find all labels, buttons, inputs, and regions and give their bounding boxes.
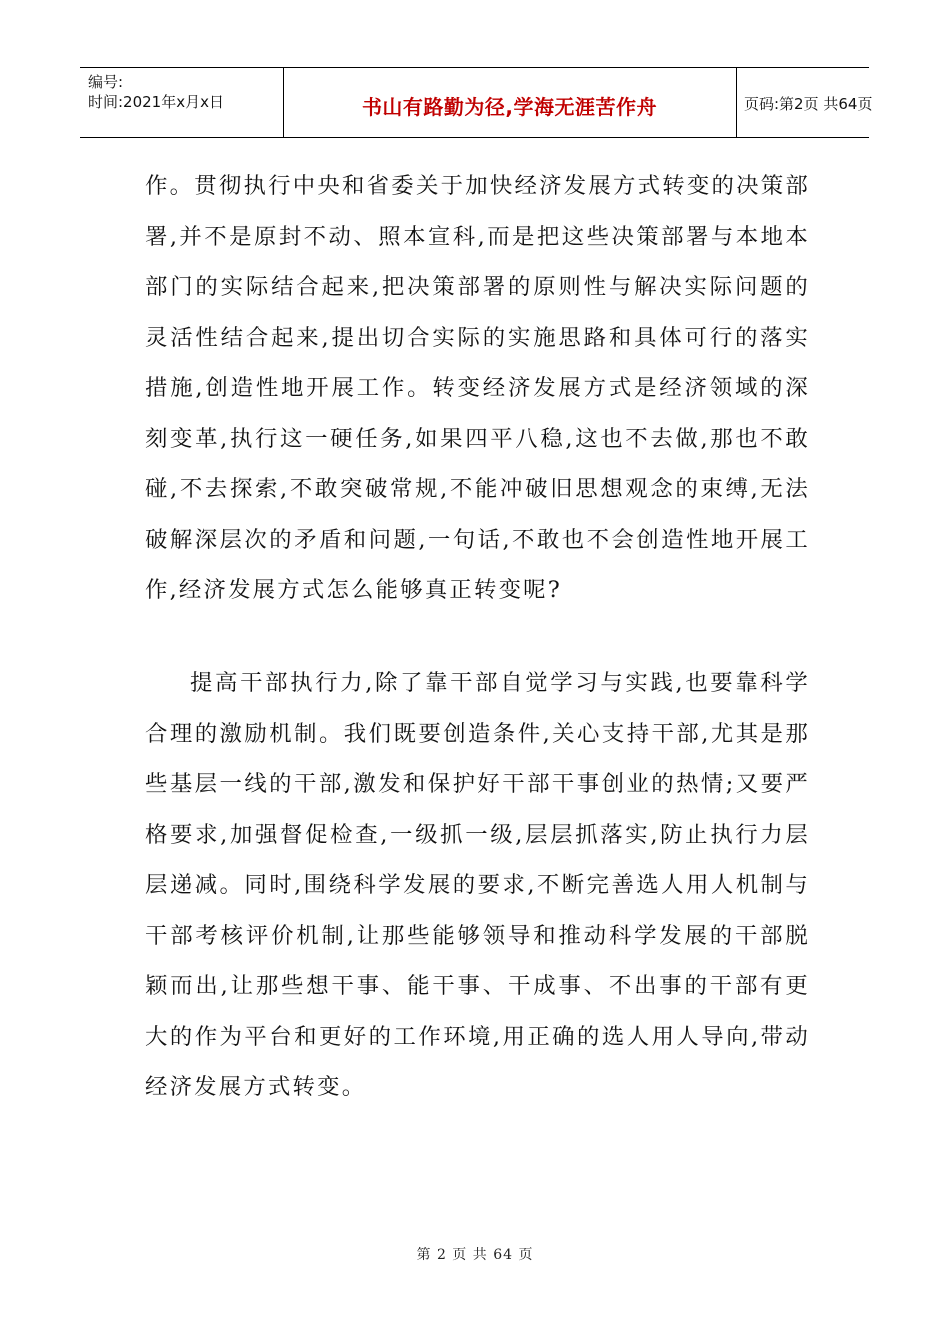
page-footer: 第 2 页 共 64 页	[416, 1247, 534, 1263]
document-code-label: 编号:	[88, 73, 124, 91]
document-date-label: 时间:2021年x月x日	[88, 93, 224, 111]
header-motto-cell	[283, 68, 737, 137]
body-paragraph-2: 提高干部执行力,除了靠干部自觉学习与实践,也要靠科学合理的激励机制。我们既要创造条件,关心支持干部,尤其是那些基层一线的干部,激发和保护好干部干事创业的热情;又要严格要求,加强督促检查,一级抓一级,层层抓落实,防止执行力层层递减。同时,围绕科学发展的要求,不断完善选人用人机制与干部考核评价机制,让那些能够领导和推动科学发展的干部脱颖而出,让那些想干事、能干事、干成事、不出事的干部有更大的作为平台和更好的工作环境,用正确的选人用人导向,带动经济发展方式转变。	[145, 670, 810, 1100]
header-info-cell	[80, 68, 284, 137]
page-header	[80, 67, 873, 138]
header-motto: 书山有路勤为径,学海无涯苦作舟	[361, 95, 658, 119]
body-paragraph-1: 作。贯彻执行中央和省委关于加快经济发展方式转变的决策部署,并不是原封不动、照本宣科,而是把这些决策部署与本地本部门的实际结合起来,把决策部署的原则性与解决实际问题的灵活性结合起来,提出切合实际的实施思路和具体可行的落实措施,创造性地开展工作。转变经济发展方式是经济领域的深刻变革,执行这一硬任务,如果四平八稳,这也不去做,那也不敢碰,不去探索,不敢突破常规,不能冲破旧思想观念的束缚,无法破解深层次的矛盾和问题,一句话,不敢也不会创造性地开展工作,经济发展方式怎么能够真正转变呢?	[145, 173, 810, 603]
header-page-number: 页码:第2页 共64页	[744, 95, 873, 113]
header-page-cell	[736, 68, 873, 137]
